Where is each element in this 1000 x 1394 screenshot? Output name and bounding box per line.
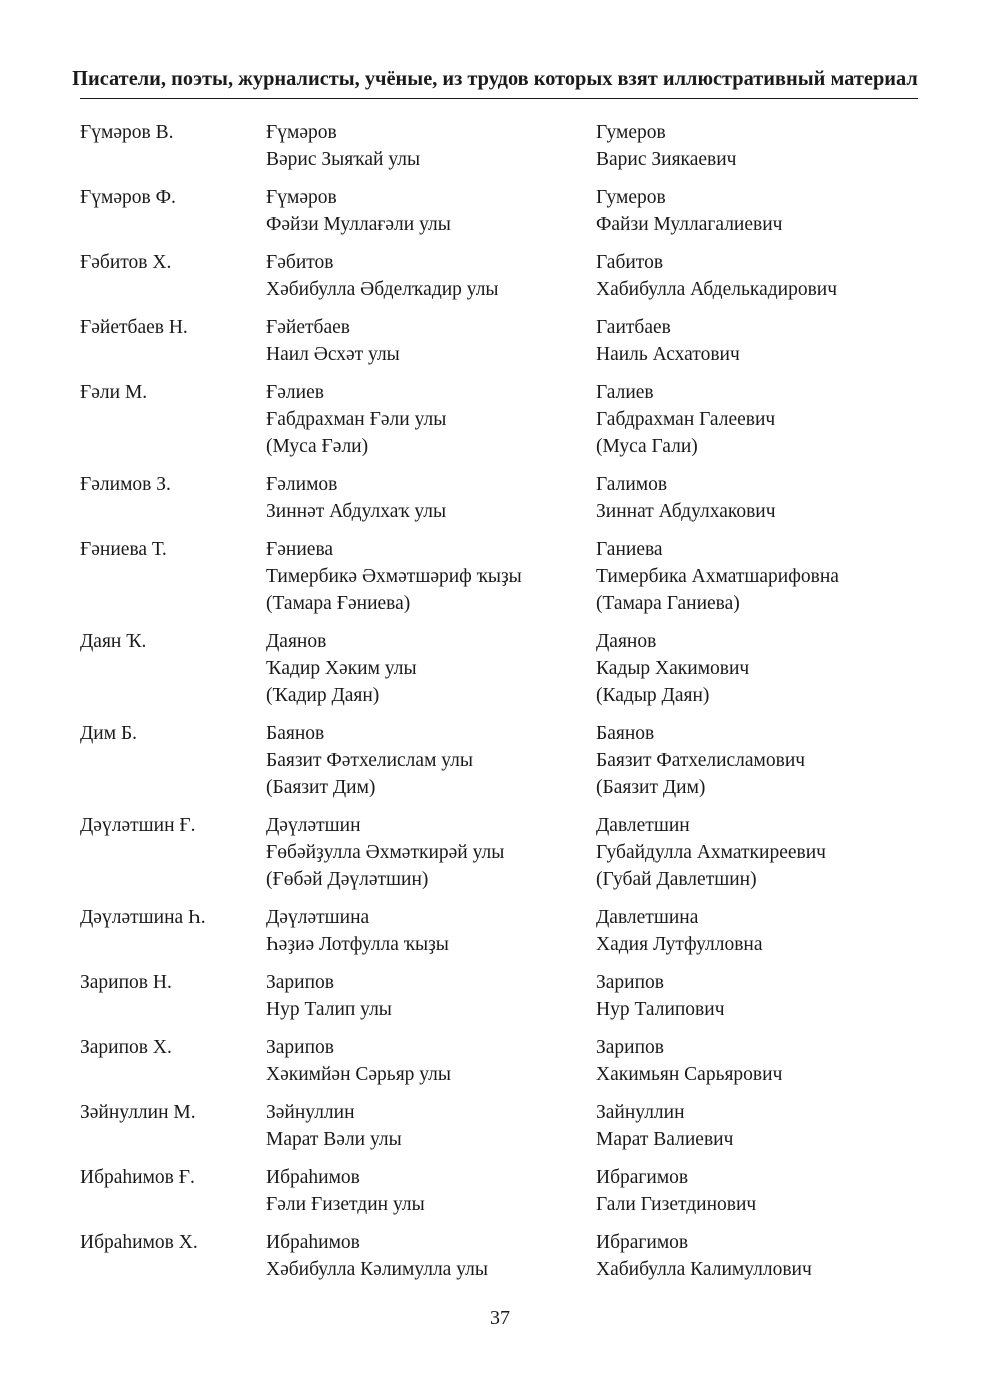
bashkir-name-line: Хәкимйән Сәрьяр улы [266,1064,452,1085]
author-bashkir-full-name [266,184,451,238]
russian-name-line: (Муса Гали) [596,436,698,457]
bashkir-name-line: Баязит Фәтхелислам улы [266,750,474,771]
bashkir-name-line: Ғүмәров [266,187,337,208]
russian-name-line: Нур Талипович [596,999,725,1020]
author-bashkir-full-name [266,249,499,303]
russian-name-line: Наиль Асхатович [596,344,740,365]
author-entry [80,969,920,1023]
author-bashkir-full-name [266,119,420,173]
author-entry [80,471,920,525]
author-short-name: Зәйнуллин М. [80,1102,196,1123]
bashkir-name-line: (Ҡадир Даян) [266,685,380,706]
author-list [80,119,920,1294]
bashkir-name-line: (Тамара Ғәниева) [266,593,411,614]
bashkir-name-line: Ғәлимов [266,474,338,495]
running-header [72,64,918,99]
bashkir-name-line: Наил Әсхәт улы [266,344,400,365]
russian-name-line: Гумеров [596,187,666,208]
author-russian-full-name [596,119,737,173]
author-short-name: Ғәйетбаев Н. [80,317,188,338]
author-bashkir-full-name [266,1034,451,1088]
author-short-name: Ибраһимов Х. [80,1232,198,1253]
russian-name-line: Зиннат Абдулхакович [596,501,776,522]
author-entry [80,1229,920,1283]
russian-name-line: Гаитбаев [596,317,671,338]
bashkir-name-line: Ғәниева [266,539,334,560]
author-bashkir-full-name [266,904,449,958]
bashkir-name-line: (Ғөбәй Дәүләтшин) [266,869,429,890]
author-short-name: Даян Ҡ. [80,631,147,652]
bashkir-name-line: Ғөбәйҙулла Әхмәткирәй улы [266,842,505,863]
author-short-name: Ғүмәров Ф. [80,187,176,208]
russian-name-line: Галиев [596,382,654,403]
russian-name-line: Гали Гизетдинович [596,1194,757,1215]
russian-name-line: Зарипов [596,1037,665,1058]
russian-name-line: Хадия Лутфулловна [596,934,763,955]
bashkir-name-line: Хәбибулла Әбделҡадир улы [266,279,499,300]
author-short-name: Ғәбитов Х. [80,252,172,273]
bashkir-name-line: Ибраһимов [266,1167,360,1188]
russian-name-line: Файзи Муллагалиевич [596,214,783,235]
author-russian-full-name [596,969,725,1023]
author-entry [80,249,920,303]
bashkir-name-line: Даянов [266,631,327,652]
bashkir-name-line: Дәүләтшин [266,815,361,836]
bashkir-name-line: Ғабдрахман Ғәли улы [266,409,447,430]
author-short-name: Ғәли М. [80,382,148,403]
bashkir-name-line: Зарипов [266,972,335,993]
russian-name-line: Кадыр Хакимович [596,658,750,679]
author-russian-full-name [596,812,826,893]
russian-name-line: Ибрагимов [596,1167,689,1188]
bashkir-name-line: Баянов [266,723,325,744]
author-russian-full-name [596,628,749,709]
bashkir-name-line: Марат Вәли улы [266,1129,402,1150]
author-bashkir-full-name [266,471,446,525]
author-russian-full-name [596,379,775,460]
author-short-name: Ғүмәров В. [80,122,174,143]
bashkir-name-line: Ғүмәров [266,122,337,143]
author-russian-full-name [596,904,763,958]
russian-name-line: Варис Зиякаевич [596,149,737,170]
page-number: 37 [490,1307,510,1329]
author-entry [80,1164,920,1218]
author-short-name: Дәүләтшина Һ. [80,907,206,928]
author-russian-full-name [596,1164,756,1218]
author-entry [80,628,920,709]
russian-name-line: Губайдулла Ахматкиреевич [596,842,826,863]
bashkir-name-line: Дәүләтшина [266,907,370,928]
author-bashkir-full-name [266,628,417,709]
author-bashkir-full-name [266,1229,488,1283]
russian-name-line: Ибрагимов [596,1232,689,1253]
author-entry [80,812,920,893]
russian-name-line: Габдрахман Галеевич [596,409,776,430]
author-entry [80,536,920,617]
author-bashkir-full-name [266,720,473,801]
author-entry [80,379,920,460]
bashkir-name-line: Хәбибулла Кәлимулла улы [266,1259,488,1280]
russian-name-line: Баянов [596,723,655,744]
russian-name-line: Марат Валиевич [596,1129,734,1150]
author-russian-full-name [596,1099,733,1153]
russian-name-line: Баязит Фатхелисламович [596,750,806,771]
author-short-name: Дәүләтшин Ғ. [80,815,196,836]
author-short-name: Зарипов Х. [80,1037,172,1058]
bashkir-name-line: Ҡадир Хәким улы [266,658,417,679]
author-short-name: Зарипов Н. [80,972,172,993]
header-title: Писатели, поэты, журналисты, учёные, из трудов которых взят иллюстративный материал [72,66,918,90]
bashkir-name-line: Фәйзи Муллағәли улы [266,214,451,235]
russian-name-line: (Кадыр Даян) [596,685,710,706]
bashkir-name-line: Ғәйетбаев [266,317,350,338]
bashkir-name-line: Ғәбитов [266,252,334,273]
russian-name-line: Гумеров [596,122,666,143]
russian-name-line: (Баязит Дим) [596,777,706,798]
russian-name-line: Даянов [596,631,657,652]
author-russian-full-name [596,249,837,303]
bashkir-name-line: Ғәли Ғизетдин улы [266,1194,425,1215]
author-short-name: Ғәлимов З. [80,474,171,495]
bashkir-name-line: Зәйнуллин [266,1102,355,1123]
author-entry [80,1099,920,1153]
russian-name-line: Ганиева [596,539,663,560]
russian-name-line: Зарипов [596,972,665,993]
russian-name-line: Галимов [596,474,668,495]
author-bashkir-full-name [266,1099,402,1153]
author-russian-full-name [596,314,740,368]
russian-name-line: (Губай Давлетшин) [596,869,757,890]
russian-name-line: Хабибулла Абделькадирович [596,279,838,300]
author-bashkir-full-name [266,536,522,617]
author-entry [80,720,920,801]
author-entry [80,184,920,238]
author-bashkir-full-name [266,314,400,368]
bashkir-name-line: Ибраһимов [266,1232,360,1253]
author-russian-full-name [596,1229,812,1283]
bashkir-name-line: Ғәлиев [266,382,324,403]
author-russian-full-name [596,720,805,801]
bashkir-name-line: (Баязит Дим) [266,777,376,798]
russian-name-line: Габитов [596,252,664,273]
russian-name-line: Давлетшина [596,907,699,928]
bashkir-name-line: Тимербикә Әхмәтшәриф ҡыҙы [266,566,522,587]
author-russian-full-name [596,184,782,238]
russian-name-line: Тимербика Ахматшарифовна [596,566,839,587]
russian-name-line: (Тамара Ганиева) [596,593,740,614]
author-entry [80,904,920,958]
author-entry [80,119,920,173]
bashkir-name-line: Һәҙиә Лотфулла ҡыҙы [266,934,449,955]
russian-name-line: Зайнуллин [596,1102,685,1123]
bashkir-name-line: Вәрис Зыяҡай улы [266,149,421,170]
bashkir-name-line: Нур Талип улы [266,999,392,1020]
author-russian-full-name [596,536,839,617]
author-russian-full-name [596,471,776,525]
author-bashkir-full-name [266,1164,425,1218]
author-bashkir-full-name [266,379,446,460]
bashkir-name-line: Зиннәт Абдулхаҡ улы [266,501,447,522]
author-short-name: Ибраһимов Ғ. [80,1167,195,1188]
author-entry [80,314,920,368]
author-short-name: Дим Б. [80,723,138,744]
author-entry [80,1034,920,1088]
russian-name-line: Давлетшин [596,815,690,836]
author-bashkir-full-name [266,969,392,1023]
author-short-name: Ғәниева Т. [80,539,167,560]
bashkir-name-line: (Муса Ғәли) [266,436,369,457]
bashkir-name-line: Зарипов [266,1037,335,1058]
author-russian-full-name [596,1034,782,1088]
russian-name-line: Хакимьян Сарьярович [596,1064,783,1085]
author-bashkir-full-name [266,812,504,893]
russian-name-line: Хабибулла Калимуллович [596,1259,812,1280]
